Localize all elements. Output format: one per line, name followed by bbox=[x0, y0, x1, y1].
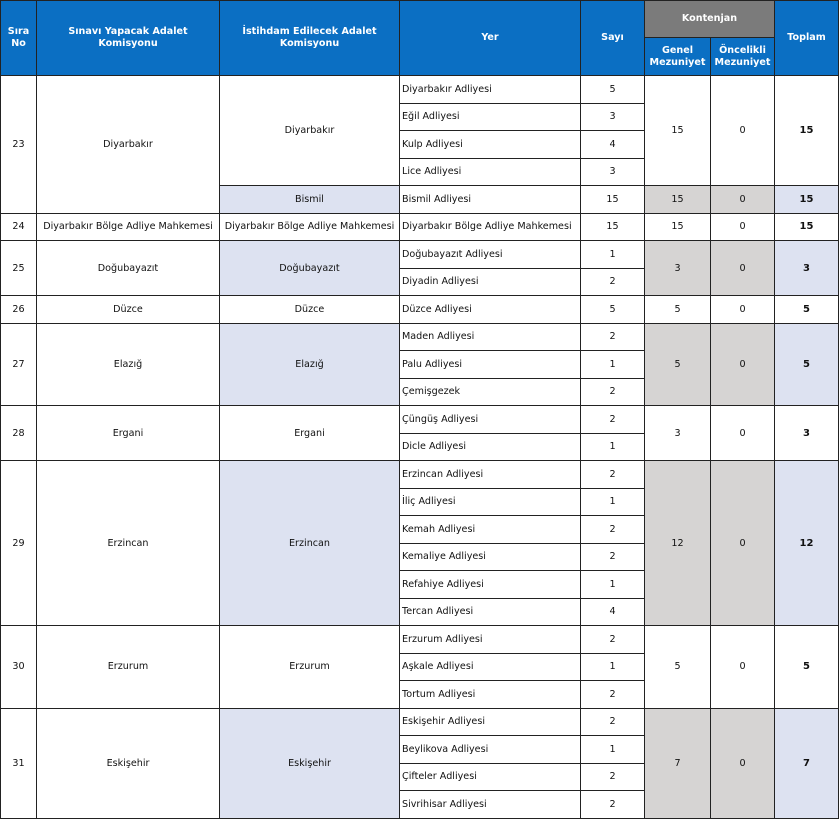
yer-cell: Tortum Adliyesi bbox=[400, 681, 581, 709]
oncelikli-mezuniyet-cell: 0 bbox=[711, 296, 775, 324]
sira-no-cell: 27 bbox=[1, 323, 37, 406]
table-body bbox=[1, 76, 839, 819]
genel-mezuniyet-cell: 3 bbox=[645, 241, 711, 296]
yer-cell: İliç Adliyesi bbox=[400, 488, 581, 516]
genel-mezuniyet-cell: 15 bbox=[645, 186, 711, 214]
sayi-cell: 4 bbox=[581, 131, 645, 159]
yer-cell: Dicle Adliyesi bbox=[400, 433, 581, 461]
header-istihdam-komisyonu: İstihdam Edilecek Adalet Komisyonu bbox=[220, 1, 400, 76]
oncelikli-mezuniyet-cell: 0 bbox=[711, 186, 775, 214]
sira-no-cell: 31 bbox=[1, 708, 37, 818]
yer-cell: Çifteler Adliyesi bbox=[400, 763, 581, 791]
toplam-cell: 15 bbox=[775, 186, 839, 214]
genel-mezuniyet-cell: 3 bbox=[645, 406, 711, 461]
sayi-cell: 1 bbox=[581, 736, 645, 764]
header-toplam: Toplam bbox=[775, 1, 839, 76]
table-row bbox=[1, 296, 839, 324]
genel-mezuniyet-cell: 15 bbox=[645, 213, 711, 241]
sira-no-cell: 29 bbox=[1, 461, 37, 626]
sayi-cell: 1 bbox=[581, 433, 645, 461]
toplam-cell: 5 bbox=[775, 323, 839, 406]
yer-cell: Kemaliye Adliyesi bbox=[400, 543, 581, 571]
sayi-cell: 2 bbox=[581, 406, 645, 434]
sira-no-cell: 25 bbox=[1, 241, 37, 296]
sira-no-cell: 24 bbox=[1, 213, 37, 241]
oncelikli-mezuniyet-cell: 0 bbox=[711, 626, 775, 709]
yer-cell: Eğil Adliyesi bbox=[400, 103, 581, 131]
istihdam-komisyonu-cell: Diyarbakır bbox=[220, 76, 400, 186]
sayi-cell: 2 bbox=[581, 323, 645, 351]
toplam-cell: 5 bbox=[775, 626, 839, 709]
oncelikli-mezuniyet-cell: 0 bbox=[711, 708, 775, 818]
header-yer: Yer bbox=[400, 1, 581, 76]
sinav-komisyonu-cell: Erzurum bbox=[37, 626, 220, 709]
sayi-cell: 15 bbox=[581, 213, 645, 241]
header-oncelikli-mezuniyet: Öncelikli Mezuniyet bbox=[711, 38, 775, 76]
table-row bbox=[1, 323, 839, 351]
sayi-cell: 2 bbox=[581, 543, 645, 571]
sayi-cell: 2 bbox=[581, 378, 645, 406]
sira-no-cell: 26 bbox=[1, 296, 37, 324]
sayi-cell: 1 bbox=[581, 241, 645, 269]
oncelikli-mezuniyet-cell: 0 bbox=[711, 323, 775, 406]
table-row bbox=[1, 461, 839, 489]
table-row bbox=[1, 76, 839, 104]
toplam-cell: 3 bbox=[775, 241, 839, 296]
yer-cell: Erzurum Adliyesi bbox=[400, 626, 581, 654]
oncelikli-mezuniyet-cell: 0 bbox=[711, 213, 775, 241]
header-sinav-komisyonu: Sınavı Yapacak Adalet Komisyonu bbox=[37, 1, 220, 76]
yer-cell: Doğubayazıt Adliyesi bbox=[400, 241, 581, 269]
header-sayi: Sayı bbox=[581, 1, 645, 76]
genel-mezuniyet-cell: 5 bbox=[645, 323, 711, 406]
toplam-cell: 3 bbox=[775, 406, 839, 461]
sinav-komisyonu-cell: Elazığ bbox=[37, 323, 220, 406]
genel-mezuniyet-cell: 5 bbox=[645, 296, 711, 324]
sira-no-cell: 30 bbox=[1, 626, 37, 709]
yer-cell: Çüngüş Adliyesi bbox=[400, 406, 581, 434]
yer-cell: Bismil Adliyesi bbox=[400, 186, 581, 214]
table-row bbox=[1, 626, 839, 654]
sayi-cell: 1 bbox=[581, 488, 645, 516]
sayi-cell: 2 bbox=[581, 626, 645, 654]
yer-cell: Diyadin Adliyesi bbox=[400, 268, 581, 296]
sayi-cell: 2 bbox=[581, 708, 645, 736]
istihdam-komisyonu-cell: Düzce bbox=[220, 296, 400, 324]
header-kontenjan: Kontenjan bbox=[645, 1, 775, 38]
yer-cell: Tercan Adliyesi bbox=[400, 598, 581, 626]
sinav-komisyonu-cell: Eskişehir bbox=[37, 708, 220, 818]
yer-cell: Maden Adliyesi bbox=[400, 323, 581, 351]
sinav-komisyonu-cell: Diyarbakır bbox=[37, 76, 220, 214]
yer-cell: Kulp Adliyesi bbox=[400, 131, 581, 159]
table-row bbox=[1, 708, 839, 736]
toplam-cell: 15 bbox=[775, 76, 839, 186]
header-genel-mezuniyet: Genel Mezuniyet bbox=[645, 38, 711, 76]
oncelikli-mezuniyet-cell: 0 bbox=[711, 406, 775, 461]
istihdam-komisyonu-cell: Erzincan bbox=[220, 461, 400, 626]
sinav-komisyonu-cell: Düzce bbox=[37, 296, 220, 324]
yer-cell: Eskişehir Adliyesi bbox=[400, 708, 581, 736]
genel-mezuniyet-cell: 7 bbox=[645, 708, 711, 818]
oncelikli-mezuniyet-cell: 0 bbox=[711, 461, 775, 626]
sira-no-cell: 23 bbox=[1, 76, 37, 214]
yer-cell: Refahiye Adliyesi bbox=[400, 571, 581, 599]
sinav-komisyonu-cell: Diyarbakır Bölge Adliye Mahkemesi bbox=[37, 213, 220, 241]
yer-cell: Aşkale Adliyesi bbox=[400, 653, 581, 681]
sayi-cell: 1 bbox=[581, 351, 645, 379]
istihdam-komisyonu-cell: Erzurum bbox=[220, 626, 400, 709]
yer-cell: Beylikova Adliyesi bbox=[400, 736, 581, 764]
yer-cell: Erzincan Adliyesi bbox=[400, 461, 581, 489]
sayi-cell: 2 bbox=[581, 268, 645, 296]
sayi-cell: 2 bbox=[581, 681, 645, 709]
table-row bbox=[1, 406, 839, 434]
toplam-cell: 7 bbox=[775, 708, 839, 818]
oncelikli-mezuniyet-cell: 0 bbox=[711, 76, 775, 186]
sayi-cell: 5 bbox=[581, 76, 645, 104]
genel-mezuniyet-cell: 15 bbox=[645, 76, 711, 186]
table-header bbox=[1, 1, 839, 76]
istihdam-komisyonu-cell: Doğubayazıt bbox=[220, 241, 400, 296]
genel-mezuniyet-cell: 5 bbox=[645, 626, 711, 709]
sayi-cell: 1 bbox=[581, 571, 645, 599]
yer-cell: Diyarbakır Bölge Adliye Mahkemesi bbox=[400, 213, 581, 241]
yer-cell: Çemişgezek bbox=[400, 378, 581, 406]
istihdam-komisyonu-cell: Elazığ bbox=[220, 323, 400, 406]
toplam-cell: 12 bbox=[775, 461, 839, 626]
toplam-cell: 5 bbox=[775, 296, 839, 324]
sayi-cell: 2 bbox=[581, 461, 645, 489]
yer-cell: Sivrihisar Adliyesi bbox=[400, 791, 581, 819]
istihdam-komisyonu-cell: Bismil bbox=[220, 186, 400, 214]
yer-cell: Diyarbakır Adliyesi bbox=[400, 76, 581, 104]
table-row bbox=[1, 213, 839, 241]
sinav-komisyonu-cell: Ergani bbox=[37, 406, 220, 461]
sinav-komisyonu-cell: Doğubayazıt bbox=[37, 241, 220, 296]
sira-no-cell: 28 bbox=[1, 406, 37, 461]
istihdam-komisyonu-cell: Eskişehir bbox=[220, 708, 400, 818]
sayi-cell: 15 bbox=[581, 186, 645, 214]
sayi-cell: 2 bbox=[581, 516, 645, 544]
sayi-cell: 5 bbox=[581, 296, 645, 324]
sayi-cell: 3 bbox=[581, 158, 645, 186]
table-row bbox=[1, 241, 839, 269]
sinav-komisyonu-cell: Erzincan bbox=[37, 461, 220, 626]
yer-cell: Düzce Adliyesi bbox=[400, 296, 581, 324]
header-sira-no: Sıra No bbox=[1, 1, 37, 76]
istihdam-komisyonu-cell: Diyarbakır Bölge Adliye Mahkemesi bbox=[220, 213, 400, 241]
toplam-cell: 15 bbox=[775, 213, 839, 241]
sayi-cell: 1 bbox=[581, 653, 645, 681]
oncelikli-mezuniyet-cell: 0 bbox=[711, 241, 775, 296]
yer-cell: Palu Adliyesi bbox=[400, 351, 581, 379]
genel-mezuniyet-cell: 12 bbox=[645, 461, 711, 626]
istihdam-komisyonu-cell: Ergani bbox=[220, 406, 400, 461]
sayi-cell: 2 bbox=[581, 791, 645, 819]
sayi-cell: 2 bbox=[581, 763, 645, 791]
yer-cell: Kemah Adliyesi bbox=[400, 516, 581, 544]
sayi-cell: 3 bbox=[581, 103, 645, 131]
sayi-cell: 4 bbox=[581, 598, 645, 626]
yer-cell: Lice Adliyesi bbox=[400, 158, 581, 186]
